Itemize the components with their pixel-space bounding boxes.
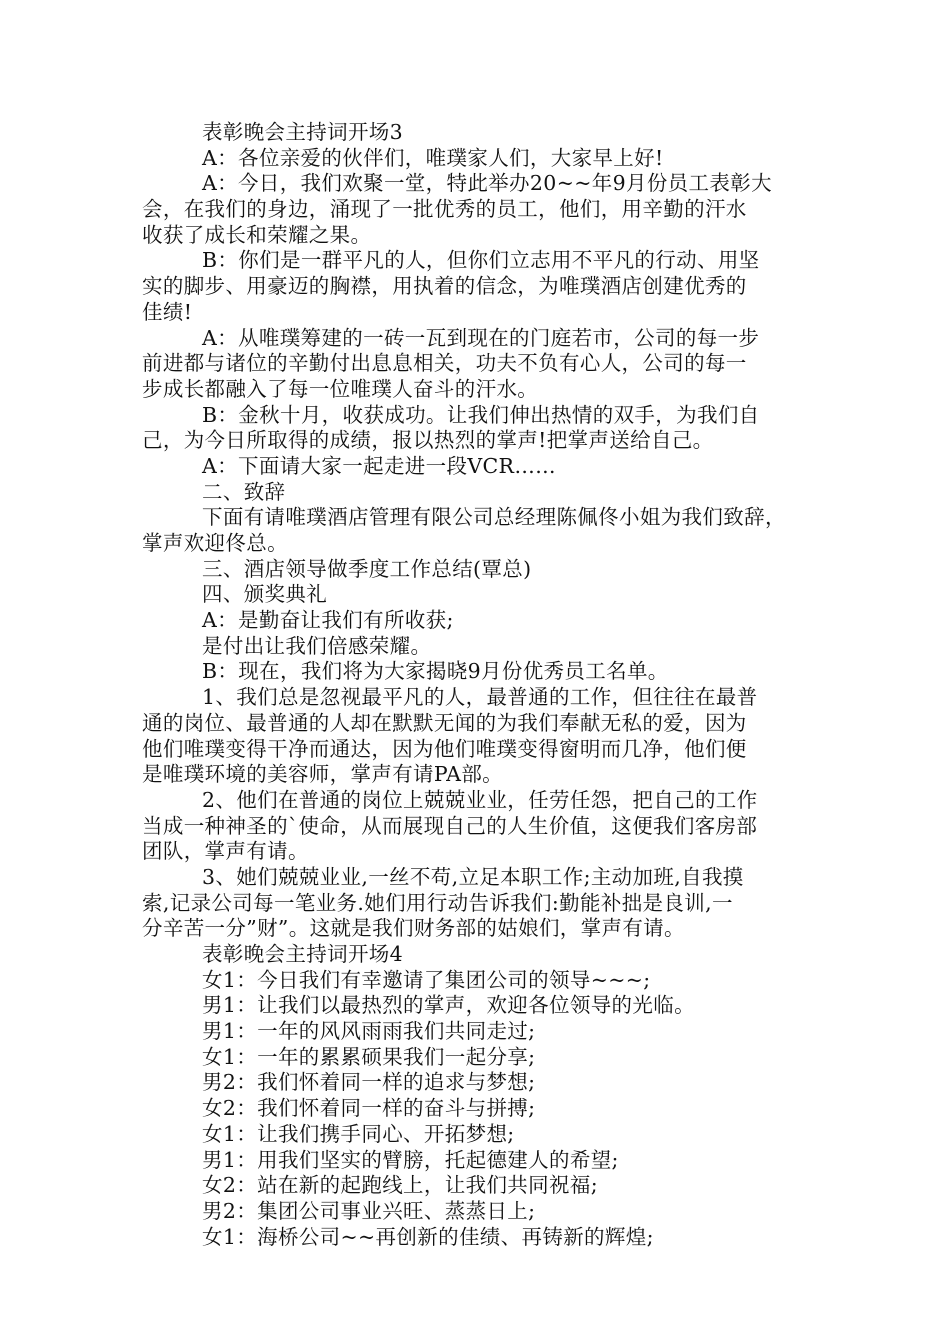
text-line: 表彰晚会主持词开场4	[202, 942, 404, 966]
text-line: 是付出让我们倍感荣耀。	[202, 633, 432, 658]
text-line: 分辛苦一分”财”。这就是我们财务部的姑娘们，掌声有请。	[142, 916, 685, 941]
text-line: B：金秋十月，收获成功。让我们伸出热情的双手，为我们自	[202, 402, 760, 427]
text-line: 女1：今日我们有幸邀请了集团公司的领导~~~;	[202, 967, 651, 992]
text-line: 女2：站在新的起跑线上，让我们共同祝福;	[202, 1173, 598, 1198]
text-line: 1、我们总是忽视最平凡的人，最普通的工作，但往往在最普	[202, 685, 758, 710]
text-line: 女2：我们怀着同一样的奋斗与拼搏;	[202, 1096, 536, 1121]
text-line: 收获了成长和荣耀之果。	[142, 222, 372, 247]
text-line: 三、酒店领导做季度工作总结(覃总)	[202, 556, 532, 581]
text-line: 前进都与诸位的辛勤付出息息相关，功夫不负有心人，公司的每一	[142, 351, 747, 376]
text-line: A：各位亲爱的伙伴们，唯璞家人们，大家早上好!	[202, 145, 664, 170]
text-line: 男1：用我们坚实的臂膀，托起德建人的希望;	[202, 1147, 619, 1172]
text-line: A：今日，我们欢聚一堂，特此举办20~~年9月份员工表彰大	[202, 171, 772, 196]
text-line: 实的脚步、用豪迈的胸襟，用执着的信念，为唯璞酒店创建优秀的	[142, 274, 747, 299]
text-line: 下面有请唯璞酒店管理有限公司总经理陈佩佟小姐为我们致辞，	[202, 505, 786, 530]
text-line: 步成长都融入了每一位唯璞人奋斗的汗水。	[142, 376, 539, 401]
text-line: B：现在，我们将为大家揭晓9月份优秀员工名单。	[202, 659, 669, 684]
document-body	[142, 120, 822, 1250]
text-line: 他们唯璞变得干净而通达，因为他们唯璞变得窗明而几净，他们便	[142, 736, 747, 761]
text-line: 会，在我们的身边，涌现了一批优秀的员工，他们，用辛勤的汗水	[142, 197, 747, 222]
text-line: 2、他们在普通的岗位上兢兢业业，任劳任怨，把自己的工作	[202, 787, 758, 812]
text-line: 佳绩!	[142, 299, 193, 324]
text-line: 索,记录公司每一笔业务.她们用行动告诉我们:勤能补拙是良训,一	[142, 890, 733, 915]
text-line: 二、致辞	[202, 479, 286, 504]
text-line: A：从唯璞筹建的一砖一瓦到现在的门庭若市，公司的每一步	[202, 325, 760, 350]
text-line: 女1：海桥公司~~再创新的佳绩、再铸新的辉煌;	[202, 1224, 654, 1249]
text-line: 女1：让我们携手同心、开拓梦想;	[202, 1121, 515, 1146]
text-line: A：下面请大家一起走进一段VCR……	[202, 453, 557, 478]
text-line: 男2：集团公司事业兴旺、蒸蒸日上;	[202, 1198, 536, 1223]
text-line: 四、颁奖典礼	[202, 582, 328, 607]
text-line: 男1：一年的风风雨雨我们共同走过;	[202, 1019, 536, 1044]
text-line: 男2：我们怀着同一样的追求与梦想;	[202, 1070, 536, 1095]
text-line: 男1：让我们以最热烈的掌声，欢迎各位领导的光临。	[202, 993, 695, 1018]
text-line: B：你们是一群平凡的人，但你们立志用不平凡的行动、用坚	[202, 248, 760, 273]
text-line: 3、她们兢兢业业,一丝不苟,立足本职工作;主动加班,自我摸	[202, 864, 744, 889]
text-line: 掌声欢迎佟总。	[142, 531, 288, 555]
text-line: 团队，掌声有请。	[142, 839, 309, 864]
text-line: 当成一种神圣的`使命，从而展现自己的人生价值，这便我们客房部	[142, 813, 758, 838]
text-line: 表彰晚会主持词开场3	[202, 120, 404, 144]
text-line: 己，为今日所取得的成绩，报以热烈的掌声!把掌声送给自己。	[142, 428, 714, 453]
text-line: 通的岗位、最普通的人却在默默无闻的为我们奉献无私的爱，因为	[142, 710, 747, 735]
text-line: 是唯璞环境的美容师，掌声有请PA部。	[142, 762, 504, 787]
text-line: A：是勤奋让我们有所收获;	[202, 608, 454, 633]
text-line: 女1：一年的累累硕果我们一起分享;	[202, 1044, 536, 1069]
